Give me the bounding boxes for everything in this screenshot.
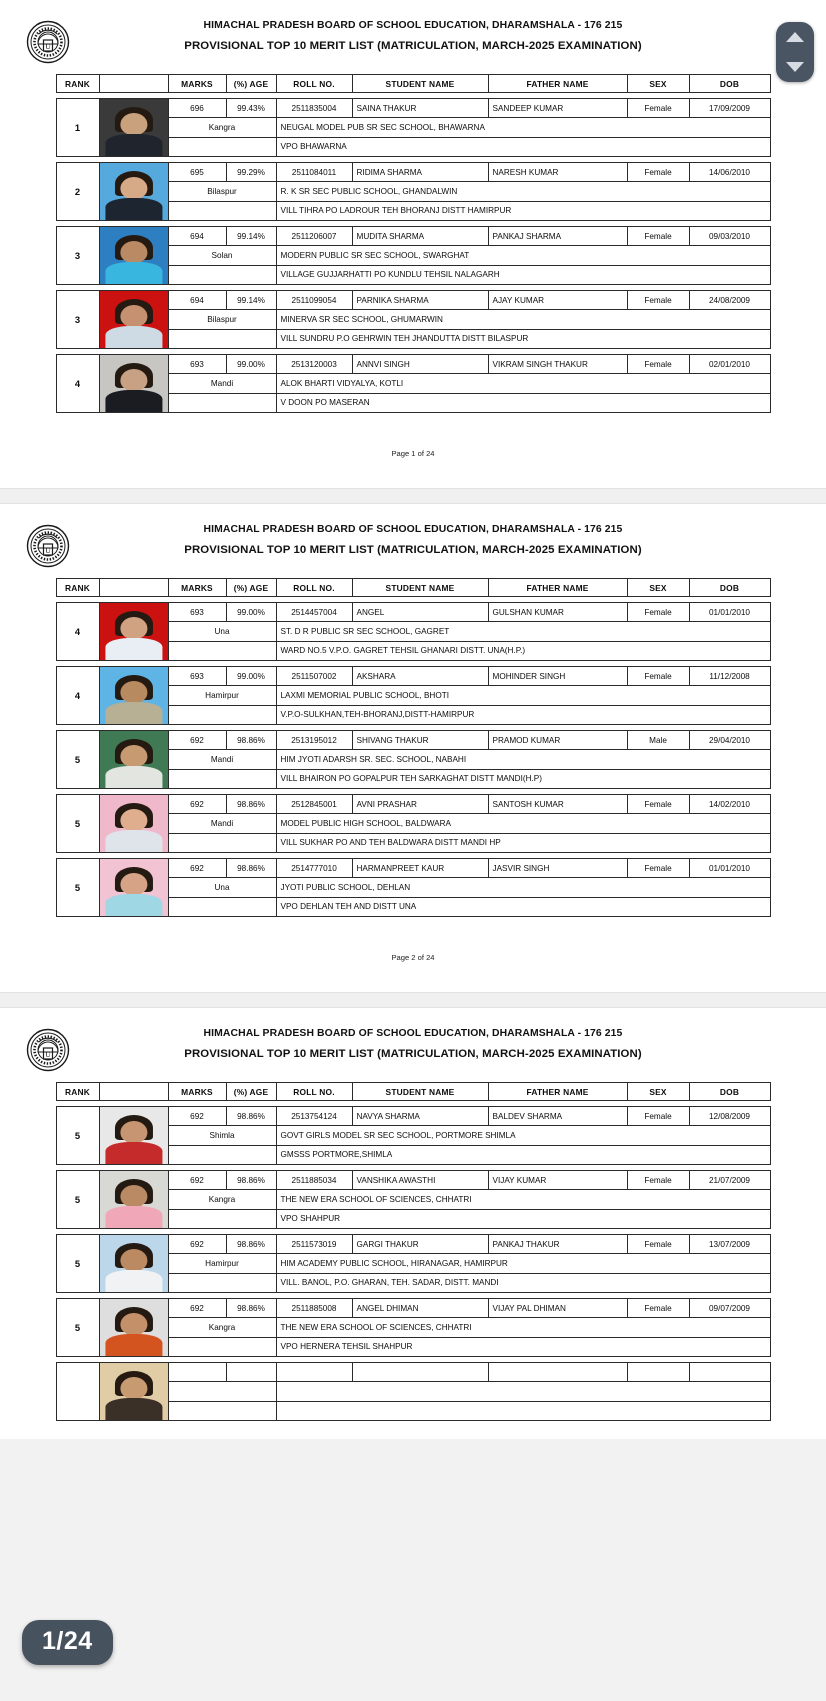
- col-student-name: STUDENT NAME: [352, 579, 488, 597]
- cell-father-name: AJAY KUMAR: [488, 291, 627, 310]
- cell-student-name: ANGEL DHIMAN: [352, 1299, 488, 1318]
- cell-photo: [99, 355, 168, 413]
- table-header-row: [56, 579, 770, 597]
- cell-school: HIM ACADEMY PUBLIC SCHOOL, HIRANAGAR, HAMIRPUR: [276, 1254, 770, 1273]
- cell-age-percent: 99.00%: [226, 355, 276, 374]
- col-age: (%) AGE: [226, 75, 276, 93]
- cell-marks: 696: [168, 99, 226, 118]
- cell-rank: 2: [56, 163, 99, 221]
- cell-dob: 09/07/2009: [689, 1299, 770, 1318]
- cell-school: THE NEW ERA SCHOOL OF SCIENCES, CHHATRI: [276, 1318, 770, 1337]
- cell-student-name: VANSHIKA AWASTHI: [352, 1171, 488, 1190]
- cell-marks: 692: [168, 1107, 226, 1126]
- col-marks: MARKS: [168, 1083, 226, 1101]
- cell-district: Mandi: [168, 814, 276, 833]
- cell-student-name: ANGEL: [352, 603, 488, 622]
- cell-father-name: VIJAY PAL DHIMAN: [488, 1299, 627, 1318]
- board-name: HIMACHAL PRADESH BOARD OF SCHOOL EDUCATION, DHARAMSHALA - 176 215: [203, 1028, 623, 1039]
- cell-blank: [168, 137, 276, 156]
- cell-dob: 11/12/2008: [689, 667, 770, 686]
- cell-school: MODEL PUBLIC HIGH SCHOOL, BALDWARA: [276, 814, 770, 833]
- cell-dob: 09/03/2010: [689, 227, 770, 246]
- cell-sex: Female: [627, 1235, 689, 1254]
- student-photo: [100, 291, 168, 348]
- cell-district: [168, 1382, 276, 1401]
- cell-sex: Female: [627, 667, 689, 686]
- page-footer: Page 1 of 24: [391, 449, 435, 458]
- cell-address: VPO SHAHPUR: [276, 1209, 770, 1228]
- table-row[interactable]: [56, 795, 770, 814]
- cell-father-name: VIKRAM SINGH THAKUR: [488, 355, 627, 374]
- cell-district: Una: [168, 622, 276, 641]
- cell-address: VILLAGE GUJJARHATTI PO KUNDLU TEHSIL NALAGARH: [276, 265, 770, 284]
- board-name: HIMACHAL PRADESH BOARD OF SCHOOL EDUCATION, DHARAMSHALA - 176 215: [203, 20, 623, 31]
- cell-district: Kangra: [168, 1318, 276, 1337]
- cell-blank: [168, 1209, 276, 1228]
- col-dob: DOB: [689, 75, 770, 93]
- cell-rank: 4: [56, 603, 99, 661]
- cell-photo: [99, 291, 168, 349]
- cell-dob: 01/01/2010: [689, 603, 770, 622]
- cell-school: MINERVA SR SEC SCHOOL, GHUMARWIN: [276, 310, 770, 329]
- cell-marks: [168, 1363, 226, 1382]
- cell-age-percent: 99.29%: [226, 163, 276, 182]
- scroll-down-icon[interactable]: [786, 62, 804, 72]
- cell-photo: [99, 227, 168, 285]
- cell-blank: [168, 705, 276, 724]
- cell-photo: [99, 603, 168, 661]
- cell-roll-no: 2513195012: [276, 731, 352, 750]
- cell-photo: [99, 1363, 168, 1421]
- cell-sex: Female: [627, 603, 689, 622]
- col-student-name: STUDENT NAME: [352, 75, 488, 93]
- svg-text:U: U: [45, 1050, 51, 1059]
- cell-address: VILL SUKHAR PO AND TEH BALDWARA DISTT MANDI HP: [276, 833, 770, 852]
- cell-district: Shimla: [168, 1126, 276, 1145]
- page-footer: Page 2 of 24: [391, 953, 435, 962]
- cell-student-name: MUDITA SHARMA: [352, 227, 488, 246]
- col-rank: RANK: [56, 75, 99, 93]
- cell-roll-no: 2513754124: [276, 1107, 352, 1126]
- cell-address: VPO HERNERA TEHSIL SHAHPUR: [276, 1337, 770, 1356]
- cell-school: GOVT GIRLS MODEL SR SEC SCHOOL, PORTMORE SHIMLA: [276, 1126, 770, 1145]
- hpbose-seal-icon: [26, 524, 70, 568]
- cell-photo: [99, 163, 168, 221]
- cell-student-name: SHIVANG THAKUR: [352, 731, 488, 750]
- document-header: [0, 1022, 826, 1078]
- cell-age-percent: 99.00%: [226, 667, 276, 686]
- cell-rank: 3: [56, 291, 99, 349]
- cell-photo: [99, 1299, 168, 1357]
- cell-dob: 14/02/2010: [689, 795, 770, 814]
- cell-school: LAXMI MEMORIAL PUBLIC SCHOOL, BHOTI: [276, 686, 770, 705]
- cell-rank: [56, 1363, 99, 1421]
- scroll-up-icon[interactable]: [786, 32, 804, 42]
- cell-age-percent: 99.00%: [226, 603, 276, 622]
- cell-marks: 693: [168, 667, 226, 686]
- cell-dob: 24/08/2009: [689, 291, 770, 310]
- table-row[interactable]: [56, 227, 770, 246]
- cell-sex: Female: [627, 291, 689, 310]
- cell-photo: [99, 1107, 168, 1165]
- cell-father-name: PANKAJ THAKUR: [488, 1235, 627, 1254]
- cell-marks: 692: [168, 1235, 226, 1254]
- cell-student-name: [352, 1363, 488, 1382]
- cell-address: VPO DEHLAN TEH AND DISTT UNA: [276, 897, 770, 916]
- cell-school: MODERN PUBLIC SR SEC SCHOOL, SWARGHAT: [276, 246, 770, 265]
- col-student-name: STUDENT NAME: [352, 1083, 488, 1101]
- cell-marks: 692: [168, 859, 226, 878]
- cell-address: VILL BHAIRON PO GOPALPUR TEH SARKAGHAT DISTT MANDI(H.P): [276, 769, 770, 788]
- cell-district: Hamirpur: [168, 1254, 276, 1273]
- col-roll-no: ROLL NO.: [276, 75, 352, 93]
- col-rank: RANK: [56, 579, 99, 597]
- cell-address: VPO BHAWARNA: [276, 137, 770, 156]
- cell-sex: Female: [627, 99, 689, 118]
- col-rank: RANK: [56, 1083, 99, 1101]
- cell-father-name: [488, 1363, 627, 1382]
- cell-sex: Female: [627, 163, 689, 182]
- cell-marks: 695: [168, 163, 226, 182]
- col-age: (%) AGE: [226, 1083, 276, 1101]
- cell-address: V.P.O-SULKHAN,TEH-BHORANJ,DISTT-HAMIRPUR: [276, 705, 770, 724]
- col-photo: [99, 75, 168, 93]
- cell-sex: [627, 1363, 689, 1382]
- cell-blank: [168, 641, 276, 660]
- svg-text:U: U: [45, 546, 51, 555]
- col-sex: SEX: [627, 1083, 689, 1101]
- table-row[interactable]: [56, 163, 770, 182]
- col-father-name: FATHER NAME: [488, 75, 627, 93]
- cell-blank: [168, 1145, 276, 1164]
- table-row[interactable]: [56, 1363, 770, 1382]
- cell-marks: 693: [168, 603, 226, 622]
- cell-school: THE NEW ERA SCHOOL OF SCIENCES, CHHATRI: [276, 1190, 770, 1209]
- page-separator: [0, 992, 826, 1008]
- cell-age-percent: 99.14%: [226, 291, 276, 310]
- col-photo: [99, 1083, 168, 1101]
- cell-roll-no: 2512845001: [276, 795, 352, 814]
- cell-marks: 692: [168, 731, 226, 750]
- cell-father-name: JASVIR SINGH: [488, 859, 627, 878]
- cell-sex: Male: [627, 731, 689, 750]
- col-dob: DOB: [689, 579, 770, 597]
- student-photo: [100, 1171, 168, 1228]
- document-page: [0, 1008, 826, 1439]
- cell-blank: [168, 833, 276, 852]
- cell-blank: [168, 897, 276, 916]
- cell-dob: 14/06/2010: [689, 163, 770, 182]
- table-row[interactable]: [56, 1107, 770, 1126]
- cell-student-name: AVNI PRASHAR: [352, 795, 488, 814]
- cell-rank: 5: [56, 1299, 99, 1357]
- table-row[interactable]: [56, 603, 770, 622]
- cell-father-name: PRAMOD KUMAR: [488, 731, 627, 750]
- cell-age-percent: 98.86%: [226, 859, 276, 878]
- list-title: PROVISIONAL TOP 10 MERIT LIST (MATRICULATION, MARCH-2025 EXAMINATION): [184, 1048, 642, 1060]
- document-header: [0, 518, 826, 574]
- student-photo: [100, 1363, 168, 1420]
- document-page: [0, 0, 826, 488]
- col-marks: MARKS: [168, 579, 226, 597]
- col-roll-no: ROLL NO.: [276, 579, 352, 597]
- merit-list-table: [56, 74, 771, 413]
- cell-father-name: SANTOSH KUMAR: [488, 795, 627, 814]
- cell-address: VILL. BANOL, P.O. GHARAN, TEH. SADAR, DISTT. MANDI: [276, 1273, 770, 1292]
- page-indicator: 1/24: [22, 1620, 113, 1665]
- cell-marks: 692: [168, 795, 226, 814]
- cell-photo: [99, 731, 168, 789]
- cell-student-name: RIDIMA SHARMA: [352, 163, 488, 182]
- cell-school: HIM JYOTI ADARSH SR. SEC. SCHOOL, NABAHI: [276, 750, 770, 769]
- cell-dob: 13/07/2009: [689, 1235, 770, 1254]
- hpbose-seal-icon: [26, 20, 70, 64]
- board-name: HIMACHAL PRADESH BOARD OF SCHOOL EDUCATION, DHARAMSHALA - 176 215: [203, 524, 623, 535]
- cell-age-percent: 98.86%: [226, 1235, 276, 1254]
- cell-photo: [99, 795, 168, 853]
- cell-rank: 4: [56, 355, 99, 413]
- col-age: (%) AGE: [226, 579, 276, 597]
- col-father-name: FATHER NAME: [488, 1083, 627, 1101]
- cell-roll-no: 2511084011: [276, 163, 352, 182]
- cell-rank: 1: [56, 99, 99, 157]
- cell-roll-no: 2514457004: [276, 603, 352, 622]
- cell-dob: [689, 1363, 770, 1382]
- merit-list-table: [56, 1082, 771, 1421]
- cell-photo: [99, 667, 168, 725]
- cell-student-name: SAINA THAKUR: [352, 99, 488, 118]
- cell-photo: [99, 99, 168, 157]
- cell-marks: 694: [168, 227, 226, 246]
- cell-school: R. K SR SEC PUBLIC SCHOOL, GHANDALWIN: [276, 182, 770, 201]
- table-header-row: [56, 75, 770, 93]
- cell-rank: 3: [56, 227, 99, 285]
- cell-father-name: NARESH KUMAR: [488, 163, 627, 182]
- cell-marks: 693: [168, 355, 226, 374]
- student-photo: [100, 1235, 168, 1292]
- table-row[interactable]: [56, 355, 770, 374]
- table-row[interactable]: [56, 291, 770, 310]
- cell-blank: [168, 201, 276, 220]
- cell-photo: [99, 859, 168, 917]
- cell-roll-no: 2511885008: [276, 1299, 352, 1318]
- cell-roll-no: [276, 1363, 352, 1382]
- cell-father-name: GULSHAN KUMAR: [488, 603, 627, 622]
- cell-address: V DOON PO MASERAN: [276, 393, 770, 412]
- cell-district: Bilaspur: [168, 310, 276, 329]
- hpbose-seal-icon: [26, 1028, 70, 1072]
- cell-district: Una: [168, 878, 276, 897]
- cell-district: Mandi: [168, 374, 276, 393]
- cell-address: VILL SUNDRU P.O GEHRWIN TEH JHANDUTTA DISTT BILASPUR: [276, 329, 770, 348]
- cell-student-name: GARGI THAKUR: [352, 1235, 488, 1254]
- cell-district: Bilaspur: [168, 182, 276, 201]
- cell-student-name: ANNVI SINGH: [352, 355, 488, 374]
- list-title: PROVISIONAL TOP 10 MERIT LIST (MATRICULATION, MARCH-2025 EXAMINATION): [184, 544, 642, 556]
- cell-dob: 12/08/2009: [689, 1107, 770, 1126]
- cell-school: JYOTI PUBLIC SCHOOL, DEHLAN: [276, 878, 770, 897]
- cell-father-name: BALDEV SHARMA: [488, 1107, 627, 1126]
- cell-marks: 692: [168, 1299, 226, 1318]
- cell-dob: 17/09/2009: [689, 99, 770, 118]
- student-photo: [100, 603, 168, 660]
- cell-age-percent: 98.86%: [226, 795, 276, 814]
- cell-roll-no: 2511206007: [276, 227, 352, 246]
- col-sex: SEX: [627, 579, 689, 597]
- col-marks: MARKS: [168, 75, 226, 93]
- cell-age-percent: 98.86%: [226, 731, 276, 750]
- col-roll-no: ROLL NO.: [276, 1083, 352, 1101]
- table-header-row: [56, 1083, 770, 1101]
- cell-blank: [168, 393, 276, 412]
- student-photo: [100, 859, 168, 916]
- cell-father-name: SANDEEP KUMAR: [488, 99, 627, 118]
- student-photo: [100, 731, 168, 788]
- table-row[interactable]: [56, 1299, 770, 1318]
- cell-rank: 5: [56, 1235, 99, 1293]
- scroll-controls[interactable]: [776, 22, 814, 82]
- cell-age-percent: 98.86%: [226, 1107, 276, 1126]
- cell-roll-no: 2511507002: [276, 667, 352, 686]
- cell-age-percent: 99.14%: [226, 227, 276, 246]
- col-sex: SEX: [627, 75, 689, 93]
- cell-photo: [99, 1235, 168, 1293]
- cell-school: ALOK BHARTI VIDYALYA, KOTLI: [276, 374, 770, 393]
- document-page: [0, 504, 826, 992]
- cell-roll-no: 2511099054: [276, 291, 352, 310]
- col-dob: DOB: [689, 1083, 770, 1101]
- col-father-name: FATHER NAME: [488, 579, 627, 597]
- cell-sex: Female: [627, 1299, 689, 1318]
- cell-roll-no: 2511885034: [276, 1171, 352, 1190]
- list-title: PROVISIONAL TOP 10 MERIT LIST (MATRICULATION, MARCH-2025 EXAMINATION): [184, 40, 642, 52]
- cell-blank: [168, 329, 276, 348]
- cell-photo: [99, 1171, 168, 1229]
- cell-student-name: AKSHARA: [352, 667, 488, 686]
- col-photo: [99, 579, 168, 597]
- student-photo: [100, 1107, 168, 1164]
- table-row[interactable]: [56, 1235, 770, 1254]
- table-row[interactable]: [56, 859, 770, 878]
- cell-school: NEUGAL MODEL PUB SR SEC SCHOOL, BHAWARNA: [276, 118, 770, 137]
- cell-district: Hamirpur: [168, 686, 276, 705]
- cell-sex: Female: [627, 795, 689, 814]
- cell-district: Solan: [168, 246, 276, 265]
- cell-address: VILL TIHRA PO LADROUR TEH BHORANJ DISTT HAMIRPUR: [276, 201, 770, 220]
- cell-address: [276, 1401, 770, 1420]
- student-photo: [100, 355, 168, 412]
- cell-roll-no: 2513120003: [276, 355, 352, 374]
- merit-list-table: [56, 578, 771, 917]
- cell-age-percent: 99.43%: [226, 99, 276, 118]
- student-photo: [100, 99, 168, 156]
- student-photo: [100, 795, 168, 852]
- student-photo: [100, 227, 168, 284]
- cell-rank: 5: [56, 1107, 99, 1165]
- cell-age-percent: [226, 1363, 276, 1382]
- cell-father-name: MOHINDER SINGH: [488, 667, 627, 686]
- student-photo: [100, 1299, 168, 1356]
- cell-dob: 02/01/2010: [689, 355, 770, 374]
- cell-rank: 5: [56, 859, 99, 917]
- cell-rank: 5: [56, 1171, 99, 1229]
- cell-student-name: HARMANPREET KAUR: [352, 859, 488, 878]
- cell-sex: Female: [627, 355, 689, 374]
- svg-text:U: U: [45, 42, 51, 51]
- cell-district: Kangra: [168, 1190, 276, 1209]
- cell-blank: [168, 1337, 276, 1356]
- table-row[interactable]: [56, 667, 770, 686]
- cell-marks: 694: [168, 291, 226, 310]
- cell-dob: 21/07/2009: [689, 1171, 770, 1190]
- cell-marks: 692: [168, 1171, 226, 1190]
- cell-sex: Female: [627, 227, 689, 246]
- cell-blank: [168, 1401, 276, 1420]
- table-row[interactable]: [56, 1171, 770, 1190]
- student-photo: [100, 163, 168, 220]
- cell-age-percent: 98.86%: [226, 1299, 276, 1318]
- cell-dob: 29/04/2010: [689, 731, 770, 750]
- cell-roll-no: 2511835004: [276, 99, 352, 118]
- cell-father-name: VIJAY KUMAR: [488, 1171, 627, 1190]
- cell-blank: [168, 769, 276, 788]
- document-header: [0, 14, 826, 70]
- cell-sex: Female: [627, 1107, 689, 1126]
- table-row[interactable]: [56, 731, 770, 750]
- cell-district: Mandi: [168, 750, 276, 769]
- cell-sex: Female: [627, 859, 689, 878]
- cell-roll-no: 2511573019: [276, 1235, 352, 1254]
- cell-dob: 01/01/2010: [689, 859, 770, 878]
- cell-student-name: NAVYA SHARMA: [352, 1107, 488, 1126]
- cell-rank: 5: [56, 795, 99, 853]
- cell-sex: Female: [627, 1171, 689, 1190]
- cell-blank: [168, 1273, 276, 1292]
- cell-roll-no: 2514777010: [276, 859, 352, 878]
- cell-school: ST. D R PUBLIC SR SEC SCHOOL, GAGRET: [276, 622, 770, 641]
- student-photo: [100, 667, 168, 724]
- cell-father-name: PANKAJ SHARMA: [488, 227, 627, 246]
- cell-rank: 5: [56, 731, 99, 789]
- cell-address: GMSSS PORTMORE,SHIMLA: [276, 1145, 770, 1164]
- cell-school: [276, 1382, 770, 1401]
- cell-rank: 4: [56, 667, 99, 725]
- cell-age-percent: 98.86%: [226, 1171, 276, 1190]
- cell-district: Kangra: [168, 118, 276, 137]
- cell-blank: [168, 265, 276, 284]
- cell-address: WARD NO.5 V.P.O. GAGRET TEHSIL GHANARI DISTT. UNA(H.P.): [276, 641, 770, 660]
- table-row[interactable]: [56, 99, 770, 118]
- page-separator: [0, 488, 826, 504]
- cell-student-name: PARNIKA SHARMA: [352, 291, 488, 310]
